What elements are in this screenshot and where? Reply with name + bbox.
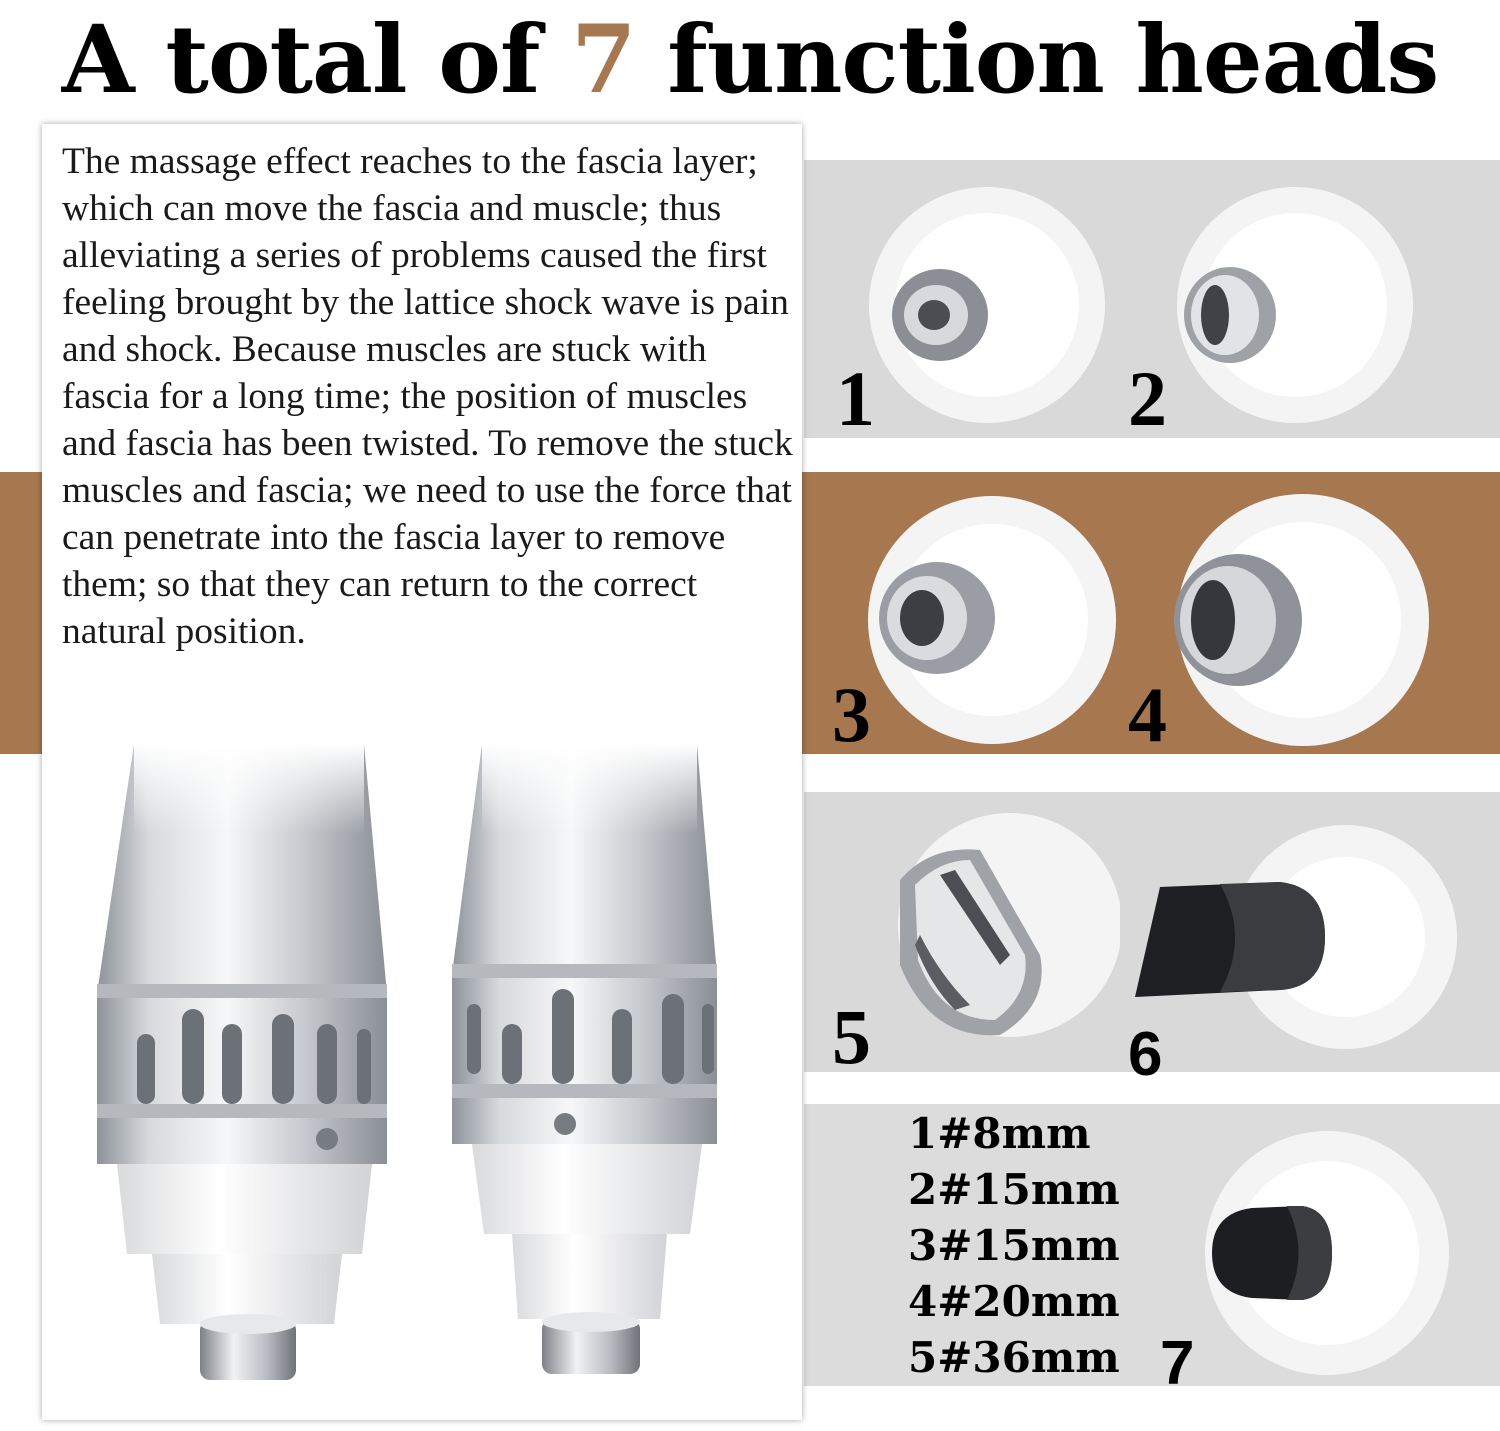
title-count: 7 xyxy=(571,5,636,115)
size-item-5: 5#36mm xyxy=(908,1333,1120,1382)
size-item-3: 3#15mm xyxy=(908,1221,1120,1270)
head-5-label: 5 xyxy=(832,993,871,1080)
title-suffix: function heads xyxy=(635,5,1439,115)
head-3-label: 3 xyxy=(832,671,871,758)
handpiece-right xyxy=(452,744,717,1374)
head-7-label: 7 xyxy=(1160,1329,1195,1398)
handpieces-illustration xyxy=(42,724,802,1420)
head-6-label: 6 xyxy=(1128,1020,1163,1089)
head-6-icon xyxy=(1130,812,1460,1062)
handpiece-left xyxy=(97,744,387,1380)
size-item-4: 4#20mm xyxy=(908,1277,1120,1326)
head-4-label: 4 xyxy=(1128,671,1167,758)
head-5-icon xyxy=(860,805,1120,1055)
head-2-icon xyxy=(1170,180,1420,430)
head-size-list xyxy=(908,1106,1138,1386)
head-3-icon xyxy=(862,490,1122,750)
head-1-icon xyxy=(862,180,1112,430)
head-2-label: 2 xyxy=(1128,355,1167,442)
page-title xyxy=(0,0,1500,120)
head-7-icon xyxy=(1192,1128,1462,1378)
description-text: The massage effect reaches to the fascia layer; which can move the fascia and muscle; thus alleviating a series of problems caused the first feeling brought by the lattice shock wave is pain and shock. Because muscles are stuck with fascia for a long time; the position of muscles and fascia has been twisted. To remove the stuck muscles and fascia; we need to use the force that can penetrate into the fascia layer to remove them; so that they can return to the correct natural position. xyxy=(62,141,793,652)
description-panel xyxy=(42,124,802,1420)
head-4-icon xyxy=(1168,490,1438,750)
size-item-1: 1#8mm xyxy=(908,1109,1091,1158)
size-item-2: 2#15mm xyxy=(908,1165,1120,1214)
title-prefix: A total of xyxy=(61,5,572,115)
head-1-label: 1 xyxy=(836,355,875,442)
